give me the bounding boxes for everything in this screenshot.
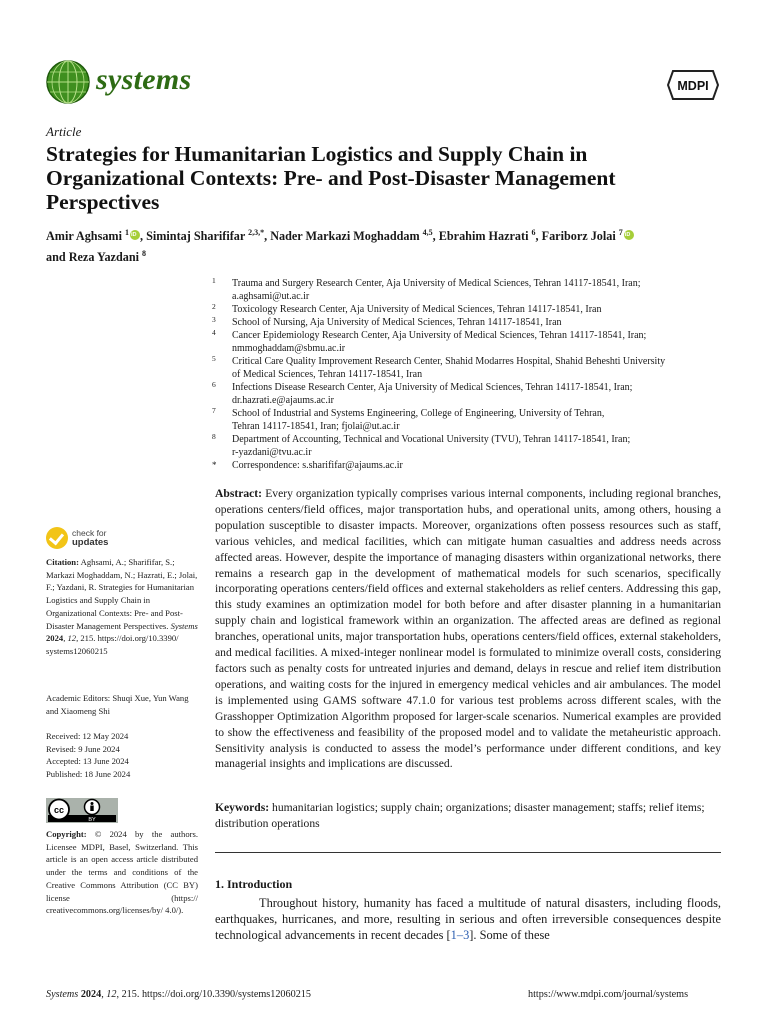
academic-editors: Academic Editors: Shuqi Xue, Yun Wang and Xiaomeng Shi <box>46 693 189 716</box>
affiliation-item <box>212 329 727 355</box>
author-list: Amir Aghsami $^1$iD , Simintaj Sharififar $^{2,3,*}$, Nader Markazi Moghaddam $^{4,5}$, Ebrahim Hazrati $^6$, Fariborz Jolai $^7$iD and Reza Yazdani $^8$ <box>46 224 736 266</box>
check-for-updates-badge[interactable] <box>46 527 156 553</box>
affiliation-number: 5 <box>212 354 216 363</box>
introduction-paragraph <box>215 895 721 943</box>
author-name[interactable]: Ebrahim Hazrati <box>438 229 529 244</box>
copyright-text: © 2024 by the authors. Licensee MDPI, Basel, Switzerland. This article is an open access article distributed under the terms and conditions of the Creative Commons Attribution (CC BY) license (https:// creativecommons.org/licenses/by/ 4.0/). <box>46 829 198 916</box>
author-affiliation-marker: 7 <box>618 228 623 237</box>
article-title: Strategies for Humanitarian Logistics and Supply Chain in Organizational Contexts: Pre- and Post-Disaster Management Perspectives <box>46 142 616 214</box>
date-revised: Revised: 9 June 2024 <box>46 743 120 754</box>
affiliation-item <box>212 381 727 407</box>
author-name[interactable]: Amir Aghsami <box>46 229 122 244</box>
author-name[interactable]: Reza Yazdani <box>68 250 139 265</box>
date-published: Published: 18 June 2024 <box>46 769 131 780</box>
cc-label: cc <box>53 805 65 815</box>
affiliation-number: 6 <box>212 380 216 389</box>
affiliation-text: Critical Care Quality Improvement Research Center, Shahid Modarres Hospital, Shahid Beheshti University <box>232 356 666 367</box>
correspondence-mark: * <box>212 460 217 470</box>
affiliation-text-continued: of Medical Sciences, Tehran 14117-18541, Iran <box>232 369 423 380</box>
orcid-icon[interactable] <box>130 230 140 240</box>
keywords-text: humanitarian logistics; supply chain; organizations; disaster management; staffs; relief items; distribution operations <box>215 801 705 830</box>
affiliation-item <box>212 316 727 329</box>
affiliation-number: 7 <box>212 406 216 415</box>
section-heading-introduction: 1. Introduction <box>215 877 293 891</box>
footer-volume: 12 <box>106 989 117 1000</box>
author-name[interactable]: Nader Markazi Moghaddam <box>270 229 420 244</box>
citation-pages-doi: , 215. https://doi.org/10.3390/ systems12060215 <box>46 633 179 656</box>
date-received: Received: 12 May 2024 <box>46 731 129 741</box>
affiliation-text: School of Nursing, Aja University of Medical Sciences, Tehran 14117-18541, Iran <box>232 317 562 328</box>
affiliation-number: 2 <box>212 302 216 311</box>
affiliation-text-continued: Tehran 14117-18541, Iran; fjolai@ut.ac.ir <box>232 421 400 432</box>
check-updates-icon <box>46 527 68 549</box>
affiliation-text: Toxicology Research Center, Aja University of Medical Sciences, Tehran 14117-18541, Iran <box>232 304 602 315</box>
affiliation-text: Infections Disease Research Center, Aja University of Medical Sciences, Tehran 14117-18541, Iran; <box>232 382 633 393</box>
affiliation-item <box>212 277 727 303</box>
author-affiliation-marker: 6 <box>531 228 536 237</box>
author-affiliation-marker: 8 <box>142 249 147 259</box>
citation-journal: Systems <box>170 620 198 631</box>
article-type: Article <box>46 124 82 139</box>
citation-link-1[interactable]: 1 <box>450 928 457 942</box>
footer-year: 2024 <box>80 989 102 1000</box>
section-divider <box>215 852 721 853</box>
citation-link-3[interactable]: 3 <box>463 928 470 942</box>
affiliation-item <box>212 303 727 316</box>
keywords <box>215 800 721 832</box>
affiliations <box>212 277 727 472</box>
cc-by-license-badge[interactable] <box>46 798 118 823</box>
affiliation-text: Cancer Epidemiology Research Center, Aja University of Medical Sciences, Tehran 14117-18541, Iran; <box>232 330 647 341</box>
affiliation-number: 1 <box>212 276 216 285</box>
correspondence-text: Correspondence: s.sharififar@ajaums.ac.ir <box>232 460 403 471</box>
journal-globe-logo <box>46 60 90 104</box>
affiliation-number: 3 <box>212 315 216 324</box>
author-affiliation-marker: 2,3,* <box>248 228 265 237</box>
abstract <box>215 486 721 772</box>
affiliation-text: Department of Accounting, Technical and Vocational University (TVU), Tehran 14117-18541, Iran; <box>232 434 631 445</box>
citation-year: 2024 <box>46 633 64 644</box>
citation-label: Citation: <box>46 557 79 567</box>
affiliation-text-continued: dr.hazrati.e@ajaums.ac.ir <box>232 395 334 406</box>
publisher-name: MDPI <box>677 79 709 93</box>
citation-text: Aghsami, A.; Sharififar, S.; Markazi Moghaddam, N.; Hazrati, E.; Jolai, F.; Yazdani, R. Strategies for Humanitarian Logistics and Supply Chain in Organizational Contexts: Pre- and Post-Disaster Management Perspectives. <box>46 557 198 631</box>
author-name[interactable]: Fariborz Jolai <box>541 229 616 244</box>
citation-range-dash: – <box>456 928 464 942</box>
author-name[interactable]: Simintaj Sharififar <box>146 229 246 244</box>
check-updates-line1: check for <box>72 528 107 538</box>
keywords-label: Keywords: <box>215 801 270 814</box>
intro-text-start: Throughout history, humanity has faced a multitude of natural disasters, including floods, earthquakes, hurricanes, and more, resulting in serious and often irreversible consequences despite technological advancements in recent decades [ <box>215 896 721 942</box>
intro-text-end: ]. Some of these <box>469 928 550 942</box>
citation-block: Citation: Aghsami, A.; Sharififar, S.; Markazi Moghaddam, N.; Hazrati, E.; Jolai, F.; Yazdani, R. Strategies for Humanitarian Logistics and Supply Chain in Organizational Contexts: Pre- and Post-Disaster Management Perspectives. Systems 2024, 12, 215. https://doi.org/10.3390/ systems12060215 <box>46 557 198 656</box>
affiliation-number: 8 <box>212 432 216 441</box>
affiliation-number: 4 <box>212 328 216 337</box>
footer-citation: Systems 2024, 12, 215. https://doi.org/10.3390/systems12060215 <box>46 989 311 1000</box>
copyright-notice <box>46 828 198 917</box>
footer-doi[interactable]: , 215. https://doi.org/10.3390/systems12060215 <box>116 989 311 1000</box>
abstract-text: Every organization typically comprises various internal components, including regional branches, operations centers/field offices, major transportation hubs, and operational units, among others, housing a population susceptible to disaster impacts. Moreover, organizations often possess resources such as staff, various vehicles, and medical facilities, which can mitigate human casualties and address needs across affected areas. However, despite the importance of managing disasters within organizational networks, there remains a research gap in the development of mathematical models for such scenarios, specifically incorporating operations centers/field offices and external stakeholders as relief centers. Addressing this gap, this study examines an optimization model for both before and after disaster planning in a humanitarian supply chain and logistical framework within an organization. The affected areas are defined as regional branches, operational units, major transportation hubs, operations centers/field offices, external stakeholders, and medical facilities. A mixed-integer nonlinear model is formulated to minimize overall costs, considering factors such as penalty costs for untreated injuries and demand, delays in rescue and relief item distribution operations, and waiting costs for the injured in emergency medical vehicles and air ambulances. The model is implemented using GAMS software 47.1.0 for various test problems across different scales, with the Grasshopper Optimization Algorithm proposed for larger-scale scenarios. Numerical examples are provided to show the effectiveness and feasibility of the proposed model and to validate the metaheuristic approach. Sensitivity analysis is conducted to assess the model’s performance under different conditions, and key managerial insights and implications are discussed. <box>215 487 721 771</box>
affiliation-text-continued: r-yazdani@tvu.ac.ir <box>232 447 312 458</box>
journal-name: systems <box>96 63 192 96</box>
affiliation-text: Trauma and Surgery Research Center, Aja University of Medical Sciences, Tehran 14117-18541, Iran; <box>232 278 641 289</box>
correspondence <box>212 459 727 472</box>
affiliation-item <box>212 433 727 459</box>
citation-volume: 12 <box>67 633 77 644</box>
abstract-label: Abstract: <box>215 487 263 500</box>
author-affiliation-marker: 4,5 <box>422 228 433 237</box>
orcid-icon[interactable] <box>624 230 634 240</box>
affiliation-text: School of Industrial and Systems Engineering, College of Engineering, University of Tehran, <box>232 408 605 419</box>
affiliation-text-continued: a.aghsami@ut.ac.ir <box>232 291 310 302</box>
by-label: BY <box>88 817 96 823</box>
author-affiliation-marker: 1 <box>125 228 129 237</box>
author-conjunction: and <box>46 250 66 265</box>
copyright-label: Copyright: <box>46 829 87 839</box>
affiliation-item <box>212 355 727 381</box>
check-updates-line2: updates <box>72 537 109 548</box>
mdpi-logo <box>667 70 719 100</box>
date-accepted: Accepted: 13 June 2024 <box>46 756 129 767</box>
publication-dates <box>46 730 198 781</box>
footer-journal-url[interactable]: https://www.mdpi.com/journal/systems <box>528 989 689 1000</box>
affiliation-item <box>212 407 727 433</box>
footer-journal: Systems <box>46 989 79 1000</box>
affiliation-text-continued: nmmoghaddam@sbmu.ac.ir <box>232 343 346 354</box>
